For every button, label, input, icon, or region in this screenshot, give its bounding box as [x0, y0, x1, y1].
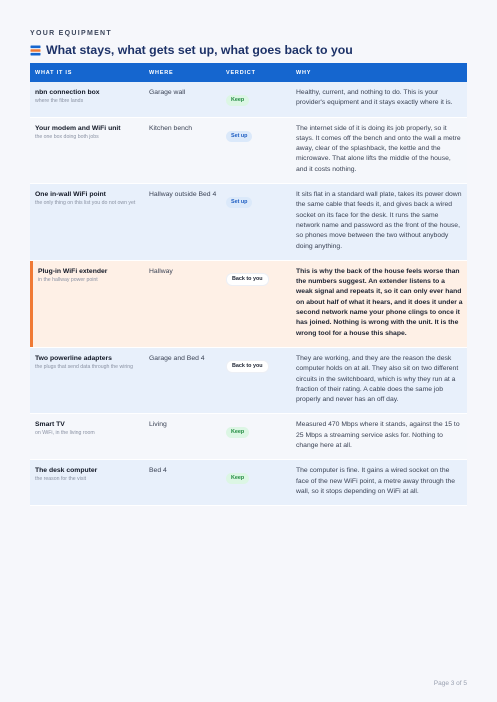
column-header-what: WHAT IT IS [35, 69, 73, 76]
column-header-verdict: VERDICT [226, 69, 256, 76]
item-subtitle: the one box doing both jobs [35, 133, 99, 140]
item-cell [30, 414, 144, 446]
column-header-why: WHY [296, 69, 312, 76]
item-subtitle: on WiFi, in the living room [35, 430, 95, 437]
where-cell: Hallway [149, 267, 173, 275]
where-cell: Bed 4 [149, 467, 167, 475]
table-row [30, 82, 467, 118]
where-cell: Garage and Bed 4 [149, 354, 205, 362]
verdict-cell [223, 348, 293, 381]
item-cell [30, 82, 144, 114]
item-subtitle: where the fibre lands [35, 98, 84, 104]
column-header-where: WHERE [149, 69, 174, 76]
item-cell [30, 460, 144, 492]
verdict-cell [223, 82, 293, 114]
table-row [30, 348, 467, 414]
table-row [30, 118, 467, 184]
verdict-badge: Back to you [226, 273, 269, 286]
item-cell [30, 348, 144, 380]
item-cell [30, 184, 144, 216]
why-cell: This is why the back of the house feels worse than the numbers suggest. An extender listens to a weak signal and repeats it, so it can only ever hand on about half of what it hears, and it does it under a second network name your phone clings to once it has joined. Nothing is wrong with the unit. It is the wrong tool for a house this shape. [296, 267, 463, 337]
item-name: Two powerline adapters [35, 354, 112, 362]
item-cell [30, 261, 144, 293]
page-title: What stays, what gets set up, what goes back to you [46, 43, 353, 57]
verdict-badge: Keep [226, 95, 249, 106]
item-subtitle: in the hallway power point [38, 276, 98, 283]
item-name: Plug-in WiFi extender [38, 267, 108, 275]
table-row [30, 414, 467, 460]
title-row [30, 43, 353, 57]
verdict-cell [223, 414, 293, 446]
where-cell: Hallway outside Bed 4 [149, 191, 217, 199]
stacked-devices-icon [30, 45, 41, 56]
where-cell: Kitchen bench [149, 124, 193, 132]
item-name: The desk computer [35, 467, 98, 475]
item-name: Smart TV [35, 421, 65, 429]
eyebrow: YOUR EQUIPMENT [30, 30, 112, 37]
why-cell: The internet side of it is doing its job properly, so it stays. It comes off the bench and onto the wall a metre away, clear of the splashback, the kettle and the microwave. That alone lifts the middle of the house, and it costs nothing. [296, 124, 461, 173]
item-subtitle: the plugs that send data through the wiring [35, 363, 134, 370]
verdict-badge: Keep [226, 427, 249, 438]
verdict-cell [223, 184, 293, 216]
table-header [30, 63, 467, 82]
why-cell: Measured 470 Mbps where it stands, against the 15 to 25 Mbps a streaming service asks for. Nothing to change here at all. [296, 421, 460, 450]
table-row-highlighted [30, 261, 467, 348]
where-cell: Living [149, 421, 167, 429]
item-cell [30, 118, 144, 150]
table-row [30, 184, 467, 261]
item-name: Your modem and WiFi unit [35, 124, 121, 132]
verdict-badge: Keep [226, 473, 249, 484]
verdict-badge: Back to you [226, 360, 269, 373]
verdict-cell [223, 460, 293, 492]
why-cell: The computer is fine. It gains a wired socket on the face of the new WiFi point, a metre away through the wall, so it stops depending on WiFi at all. [296, 467, 456, 495]
item-subtitle: the only thing on this list you do not own yet [35, 200, 136, 207]
why-cell: They are working, and they are the reason the desk computer holds on at all. They also sit on two different circuits in the switchboard, which is why they run at a fraction of their rating. A cable does the same job properly and never has an off day. [296, 354, 459, 404]
page-number: Page 3 of 5 [433, 680, 467, 687]
verdict-cell [223, 118, 293, 150]
where-cell: Garage wall [149, 89, 186, 96]
item-subtitle: the reason for the visit [35, 476, 87, 483]
why-cell: It sits flat in a standard wall plate, takes its power down the same cable that feeds it, and gives back a wired socket on its face for the desk. It runs the same network name and password as the front of the house, so phones move between the two without anybody doing anything. [296, 191, 462, 250]
item-name: nbn connection box [35, 89, 100, 96]
table-row [30, 460, 467, 506]
item-name: One in-wall WiFi point [35, 191, 106, 199]
verdict-badge: Set up [226, 197, 252, 208]
why-cell: Healthy, current, and nothing to do. This is your provider's equipment and it stays exactly where it is. [296, 89, 453, 107]
verdict-cell [223, 261, 293, 294]
equipment-table [30, 63, 467, 506]
verdict-badge: Set up [226, 131, 252, 142]
